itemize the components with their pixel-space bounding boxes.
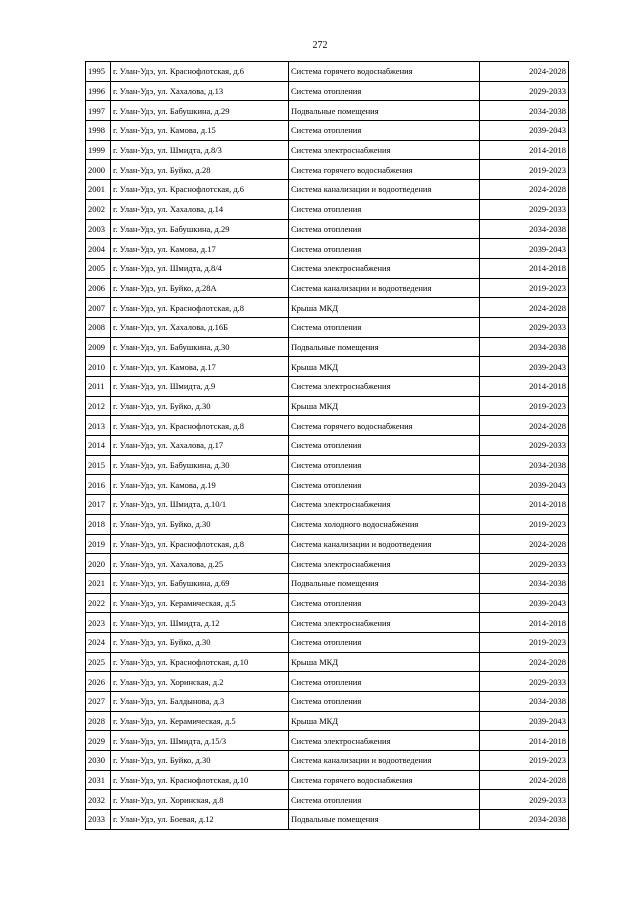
- address-cell: г. Улан-Удэ, ул. Краснофлотская, д.8: [111, 298, 289, 318]
- row-number: 2016: [86, 475, 111, 495]
- row-number: 2011: [86, 377, 111, 397]
- address-cell: г. Улан-Удэ, ул. Хахалова, д.17: [111, 436, 289, 456]
- period-cell: 2034-2038: [480, 219, 569, 239]
- table-row: [86, 692, 569, 712]
- table-row: [86, 62, 569, 82]
- address-cell: г. Улан-Удэ, ул. Шмидта, д.15/3: [111, 731, 289, 751]
- row-number: 2030: [86, 751, 111, 771]
- address-cell: г. Улан-Удэ, ул. Буйко, д.30: [111, 396, 289, 416]
- system-cell: Подвальные помещения: [289, 337, 480, 357]
- system-cell: Крыша МКД: [289, 396, 480, 416]
- address-cell: г. Улан-Удэ, ул. Краснофлотская, д.10: [111, 770, 289, 790]
- row-number: 2010: [86, 357, 111, 377]
- period-cell: 2024-2028: [480, 534, 569, 554]
- period-cell: 2019-2023: [480, 751, 569, 771]
- system-cell: Система канализации и водоотведения: [289, 278, 480, 298]
- table-row: [86, 573, 569, 593]
- address-cell: г. Улан-Удэ, ул. Краснофлотская, д.6: [111, 62, 289, 82]
- system-cell: Система электроснабжения: [289, 731, 480, 751]
- period-cell: 2034-2038: [480, 337, 569, 357]
- system-cell: Подвальные помещения: [289, 573, 480, 593]
- table-row: [86, 495, 569, 515]
- address-cell: г. Улан-Удэ, ул. Шмидта, д.9: [111, 377, 289, 397]
- system-cell: Подвальные помещения: [289, 810, 480, 830]
- row-number: 2024: [86, 632, 111, 652]
- system-cell: Система отопления: [289, 632, 480, 652]
- address-cell: г. Улан-Удэ, ул. Боевая, д.12: [111, 810, 289, 830]
- table-row: [86, 810, 569, 830]
- system-cell: Система электроснабжения: [289, 554, 480, 574]
- row-number: 2029: [86, 731, 111, 751]
- row-number: 2004: [86, 239, 111, 259]
- period-cell: 2029-2033: [480, 199, 569, 219]
- table-row: [86, 377, 569, 397]
- row-number: 2008: [86, 317, 111, 337]
- row-number: 2033: [86, 810, 111, 830]
- period-cell: 2014-2018: [480, 377, 569, 397]
- row-number: 2022: [86, 593, 111, 613]
- system-cell: Система отопления: [289, 81, 480, 101]
- period-cell: 2039-2043: [480, 593, 569, 613]
- address-cell: г. Улан-Удэ, ул. Хоринская, д.2: [111, 672, 289, 692]
- period-cell: 2029-2033: [480, 317, 569, 337]
- period-cell: 2034-2038: [480, 101, 569, 121]
- row-number: 1996: [86, 81, 111, 101]
- table-row: [86, 121, 569, 141]
- system-cell: Система электроснабжения: [289, 140, 480, 160]
- period-cell: 2029-2033: [480, 436, 569, 456]
- row-number: 1998: [86, 121, 111, 141]
- address-cell: г. Улан-Удэ, ул. Краснофлотская, д.6: [111, 180, 289, 200]
- address-cell: г. Улан-Удэ, ул. Буйко, д.28А: [111, 278, 289, 298]
- table-row: [86, 416, 569, 436]
- table-row: [86, 455, 569, 475]
- page-number: 272: [312, 40, 328, 51]
- system-cell: Крыша МКД: [289, 711, 480, 731]
- address-cell: г. Улан-Удэ, ул. Буйко, д.28: [111, 160, 289, 180]
- system-cell: Система отопления: [289, 121, 480, 141]
- period-cell: 2029-2033: [480, 554, 569, 574]
- table-row: [86, 731, 569, 751]
- period-cell: 2019-2023: [480, 278, 569, 298]
- system-cell: Система отопления: [289, 692, 480, 712]
- address-cell: г. Улан-Удэ, ул. Камова, д.17: [111, 357, 289, 377]
- table-row: [86, 711, 569, 731]
- table-row: [86, 239, 569, 259]
- address-cell: г. Улан-Удэ, ул. Шмидта, д.8/3: [111, 140, 289, 160]
- table-row: [86, 475, 569, 495]
- address-cell: г. Улан-Удэ, ул. Камова, д.17: [111, 239, 289, 259]
- system-cell: Система горячего водоснабжения: [289, 62, 480, 82]
- system-cell: Система электроснабжения: [289, 495, 480, 515]
- period-cell: 2024-2028: [480, 298, 569, 318]
- row-number: 2028: [86, 711, 111, 731]
- table-row: [86, 81, 569, 101]
- address-cell: г. Улан-Удэ, ул. Буйко, д.30: [111, 751, 289, 771]
- table-row: [86, 140, 569, 160]
- table-row: [86, 593, 569, 613]
- period-cell: 2024-2028: [480, 416, 569, 436]
- system-cell: Подвальные помещения: [289, 101, 480, 121]
- period-cell: 2039-2043: [480, 357, 569, 377]
- system-cell: Система отопления: [289, 239, 480, 259]
- system-cell: Система канализации и водоотведения: [289, 751, 480, 771]
- period-cell: 2034-2038: [480, 692, 569, 712]
- system-cell: Система отопления: [289, 790, 480, 810]
- address-cell: г. Улан-Удэ, ул. Хахалова, д.25: [111, 554, 289, 574]
- system-cell: Система отопления: [289, 219, 480, 239]
- period-cell: 2029-2033: [480, 81, 569, 101]
- period-cell: 2034-2038: [480, 573, 569, 593]
- address-cell: г. Улан-Удэ, ул. Бабушкина, д.69: [111, 573, 289, 593]
- row-number: 2015: [86, 455, 111, 475]
- period-cell: 2029-2033: [480, 790, 569, 810]
- row-number: 2007: [86, 298, 111, 318]
- table-row: [86, 632, 569, 652]
- repair-schedule-table: [85, 61, 569, 830]
- address-cell: г. Улан-Удэ, ул. Буйко, д.30: [111, 514, 289, 534]
- period-cell: 2014-2018: [480, 731, 569, 751]
- period-cell: 2034-2038: [480, 810, 569, 830]
- address-cell: г. Улан-Удэ, ул. Шмидта, д.12: [111, 613, 289, 633]
- table-row: [86, 278, 569, 298]
- system-cell: Система отопления: [289, 672, 480, 692]
- system-cell: Система электроснабжения: [289, 258, 480, 278]
- period-cell: 2024-2028: [480, 62, 569, 82]
- table-row: [86, 357, 569, 377]
- table-row: [86, 396, 569, 416]
- period-cell: 2019-2023: [480, 396, 569, 416]
- table-row: [86, 534, 569, 554]
- table-row: [86, 554, 569, 574]
- table-row: [86, 180, 569, 200]
- row-number: 2019: [86, 534, 111, 554]
- period-cell: 2024-2028: [480, 770, 569, 790]
- period-cell: 2014-2018: [480, 613, 569, 633]
- period-cell: 2019-2023: [480, 160, 569, 180]
- table-row: [86, 652, 569, 672]
- address-cell: г. Улан-Удэ, ул. Хахалова, д.14: [111, 199, 289, 219]
- period-cell: 2014-2018: [480, 258, 569, 278]
- system-cell: Система отопления: [289, 593, 480, 613]
- system-cell: Система холодного водоснабжения: [289, 514, 480, 534]
- row-number: 2012: [86, 396, 111, 416]
- row-number: 2000: [86, 160, 111, 180]
- table-row: [86, 672, 569, 692]
- row-number: 2005: [86, 258, 111, 278]
- row-number: 2003: [86, 219, 111, 239]
- address-cell: г. Улан-Удэ, ул. Хоринская, д.8: [111, 790, 289, 810]
- row-number: 1999: [86, 140, 111, 160]
- period-cell: 2024-2028: [480, 180, 569, 200]
- row-number: 2014: [86, 436, 111, 456]
- table-row: [86, 613, 569, 633]
- row-number: 2027: [86, 692, 111, 712]
- period-cell: 2039-2043: [480, 239, 569, 259]
- table-row: [86, 199, 569, 219]
- system-cell: Крыша МКД: [289, 357, 480, 377]
- address-cell: г. Улан-Удэ, ул. Камова, д.15: [111, 121, 289, 141]
- system-cell: Крыша МКД: [289, 298, 480, 318]
- table-row: [86, 514, 569, 534]
- row-number: 2026: [86, 672, 111, 692]
- table-row: [86, 101, 569, 121]
- period-cell: 2029-2033: [480, 672, 569, 692]
- table-row: [86, 751, 569, 771]
- row-number: 2017: [86, 495, 111, 515]
- period-cell: 2039-2043: [480, 121, 569, 141]
- row-number: 2025: [86, 652, 111, 672]
- table-row: [86, 219, 569, 239]
- period-cell: 2019-2023: [480, 514, 569, 534]
- row-number: 2006: [86, 278, 111, 298]
- address-cell: г. Улан-Удэ, ул. Краснофлотская, д.8: [111, 416, 289, 436]
- system-cell: Система горячего водоснабжения: [289, 160, 480, 180]
- period-cell: 2014-2018: [480, 140, 569, 160]
- row-number: 2009: [86, 337, 111, 357]
- address-cell: г. Улан-Удэ, ул. Балдынова, д.3: [111, 692, 289, 712]
- system-cell: Система электроснабжения: [289, 377, 480, 397]
- period-cell: 2039-2043: [480, 475, 569, 495]
- system-cell: Система отопления: [289, 317, 480, 337]
- system-cell: Система отопления: [289, 436, 480, 456]
- system-cell: Система горячего водоснабжения: [289, 770, 480, 790]
- address-cell: г. Улан-Удэ, ул. Бабушкина, д.29: [111, 219, 289, 239]
- system-cell: Система отопления: [289, 199, 480, 219]
- address-cell: г. Улан-Удэ, ул. Шмидта, д.8/4: [111, 258, 289, 278]
- row-number: 1997: [86, 101, 111, 121]
- address-cell: г. Улан-Удэ, ул. Бабушкина, д.30: [111, 337, 289, 357]
- table-row: [86, 770, 569, 790]
- address-cell: г. Улан-Удэ, ул. Хахалова, д.13: [111, 81, 289, 101]
- row-number: 2023: [86, 613, 111, 633]
- address-cell: г. Улан-Удэ, ул. Бабушкина, д.29: [111, 101, 289, 121]
- table-row: [86, 436, 569, 456]
- address-cell: г. Улан-Удэ, ул. Хахалова, д.16Б: [111, 317, 289, 337]
- row-number: 2020: [86, 554, 111, 574]
- address-cell: г. Улан-Удэ, ул. Керамическая, д.5: [111, 593, 289, 613]
- table-body: [86, 62, 569, 830]
- system-cell: Крыша МКД: [289, 652, 480, 672]
- row-number: 2021: [86, 573, 111, 593]
- period-cell: 2024-2028: [480, 652, 569, 672]
- table-row: [86, 258, 569, 278]
- row-number: 2001: [86, 180, 111, 200]
- row-number: 2018: [86, 514, 111, 534]
- row-number: 1995: [86, 62, 111, 82]
- address-cell: г. Улан-Удэ, ул. Керамическая, д.5: [111, 711, 289, 731]
- row-number: 2032: [86, 790, 111, 810]
- row-number: 2013: [86, 416, 111, 436]
- address-cell: г. Улан-Удэ, ул. Краснофлотская, д.10: [111, 652, 289, 672]
- table-row: [86, 790, 569, 810]
- row-number: 2031: [86, 770, 111, 790]
- system-cell: Система отопления: [289, 455, 480, 475]
- system-cell: Система канализации и водоотведения: [289, 180, 480, 200]
- address-cell: г. Улан-Удэ, ул. Краснофлотская, д.8: [111, 534, 289, 554]
- system-cell: Система электроснабжения: [289, 613, 480, 633]
- row-number: 2002: [86, 199, 111, 219]
- table-row: [86, 317, 569, 337]
- address-cell: г. Улан-Удэ, ул. Буйко, д.30: [111, 632, 289, 652]
- period-cell: 2014-2018: [480, 495, 569, 515]
- address-cell: г. Улан-Удэ, ул. Камова, д.19: [111, 475, 289, 495]
- period-cell: 2039-2043: [480, 711, 569, 731]
- table-row: [86, 298, 569, 318]
- table-row: [86, 160, 569, 180]
- system-cell: Система отопления: [289, 475, 480, 495]
- period-cell: 2019-2023: [480, 632, 569, 652]
- table-row: [86, 337, 569, 357]
- period-cell: 2034-2038: [480, 455, 569, 475]
- address-cell: г. Улан-Удэ, ул. Бабушкина, д.30: [111, 455, 289, 475]
- address-cell: г. Улан-Удэ, ул. Шмидта, д.10/1: [111, 495, 289, 515]
- system-cell: Система горячего водоснабжения: [289, 416, 480, 436]
- system-cell: Система канализации и водоотведения: [289, 534, 480, 554]
